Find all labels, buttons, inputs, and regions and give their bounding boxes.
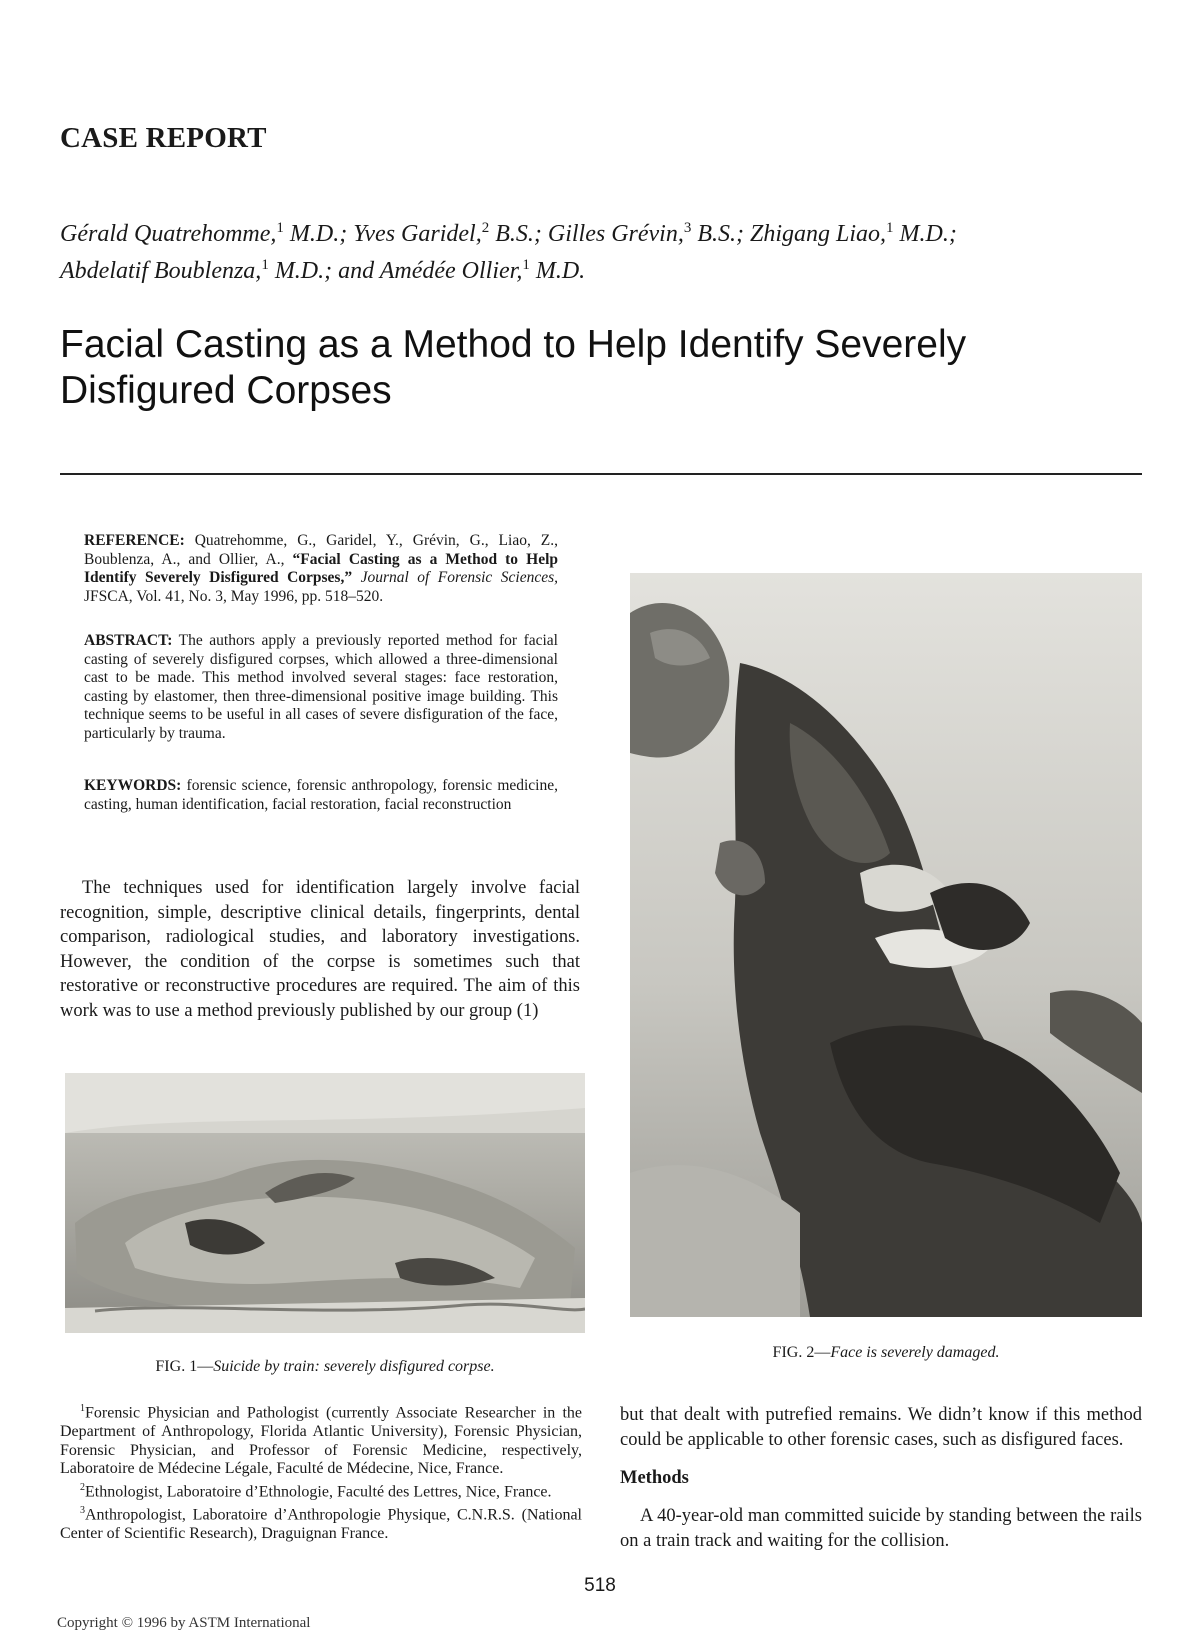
- intro-paragraph: The techniques used for identification largely involve facial recognition, simple, descriptive clinical details, fingerprints, dental comparison, radiological studies, and laboratory investigations. However, the condition of the corpse is sometimes such that restorative or reconstructive procedures are required. The aim of this work was to use a method previously published by our group (1): [60, 878, 580, 1021]
- author-affiliation-mark: 1: [522, 257, 530, 273]
- continuation-paragraph: but that dealt with putrefied remains. We didn’t know if this method could be applicable to other forensic cases, such as disfigured faces.: [620, 1405, 1142, 1450]
- footnote-text: Forensic Physician and Pathologist (currently Associate Researcher in the Department of Anthropology, Florida Atlantic University), Forensic Physician, Forensic Physician, and Professor of Forensic Medicine, respectively, Laboratoire de Médecine Légale, Faculté de Médecine, Nice, France.: [60, 1404, 582, 1478]
- footnote-2: [60, 1479, 582, 1502]
- author-name: Gilles Grévin,: [547, 221, 684, 247]
- keywords-label: KEYWORDS:: [84, 777, 182, 794]
- section-label: CASE REPORT: [60, 122, 267, 154]
- author-degree: B.S.;: [691, 221, 750, 247]
- figure-1-photo: [65, 1073, 585, 1333]
- keywords-block: [84, 777, 558, 814]
- author-name: and Amédée Ollier,: [338, 258, 523, 284]
- figure-2-illustration: [630, 573, 1142, 1317]
- footnote-mark: 3: [80, 1504, 85, 1516]
- footnote-mark: 2: [80, 1481, 85, 1493]
- author-degree: B.S.;: [489, 221, 548, 247]
- copyright-notice: Copyright © 1996 by ASTM International: [57, 1615, 311, 1631]
- author-degree: M.D.;: [283, 221, 354, 247]
- author-name: Zhigang Liao,: [750, 221, 887, 247]
- author-affiliation-mark: 2: [481, 220, 490, 236]
- author-list: [60, 213, 1140, 287]
- footnote-text: Anthropologist, Laboratoire d’Anthropologie Physique, C.N.R.S. (National Center of Scientific Research), Draguignan France.: [60, 1505, 582, 1542]
- page-number: 518: [584, 1575, 616, 1596]
- reference-details: JFSCA, Vol. 41, No. 3, May 1996, pp. 518–520.: [84, 587, 384, 605]
- author-affiliation-mark: 3: [683, 220, 692, 236]
- footnote-1: [60, 1400, 582, 1479]
- title-divider: [60, 473, 1142, 475]
- figure-1-label: FIG. 1—: [155, 1358, 214, 1375]
- abstract-text: The authors apply a previously reported method for facial casting of severely disfigured corpses, which allowed a three-dimensional cast to be made. This method involved several stages: face restoration, casting by elastomer, then three-dimensional positive image building. This technique seems to be useful in all cases of severe disfiguration of the face, particularly by trauma.: [84, 632, 558, 742]
- figure-2-caption-text: Face is severely damaged.: [830, 1344, 1000, 1361]
- footnote-text: Ethnologist, Laboratoire d’Ethnologie, Faculté des Lettres, Nice, France.: [85, 1483, 552, 1501]
- reference-authors: Quatrehomme, G., Garidel, Y., Grévin, G., Liao, Z., Boublenza, A., and Ollier, A.,: [84, 532, 558, 568]
- footnote-3: [60, 1502, 582, 1544]
- figure-1-caption-text: Suicide by train: severely disfigured corpse.: [213, 1358, 495, 1375]
- methods-heading: Methods: [620, 1468, 689, 1488]
- figure-1-caption: [65, 1358, 585, 1376]
- methods-paragraph: A 40-year-old man committed suicide by standing between the rails on a train track and waiting for the collision.: [620, 1506, 1142, 1551]
- author-degree: M.D.: [529, 258, 586, 284]
- footnotes: [60, 1400, 582, 1543]
- author-name: Gérald Quatrehomme,: [60, 221, 277, 247]
- author-name: Abdelatif Boublenza,: [60, 258, 262, 284]
- abstract-label: ABSTRACT:: [84, 632, 173, 649]
- footnote-mark: 1: [80, 1403, 85, 1414]
- figure-2-label: FIG. 2—: [772, 1344, 831, 1361]
- author-affiliation-mark: 1: [261, 257, 269, 273]
- keywords-text: forensic science, forensic anthropology, forensic medicine, casting, human identification, facial restoration, facial reconstruction: [84, 777, 558, 813]
- reference-article-title: “Facial Casting as a Method to Help Identify Severely Disfigured Corpses,”: [84, 550, 559, 586]
- reference-block: [84, 532, 558, 606]
- abstract-block: [84, 632, 558, 743]
- author-degree: M.D.;: [893, 221, 957, 247]
- article-title: Facial Casting as a Method to Help Identify Severely Disfigured Corpses: [60, 323, 967, 412]
- author-degree: M.D.;: [268, 258, 339, 284]
- reference-journal: Journal of Forensic Sciences,: [352, 569, 558, 586]
- figure-1-illustration: [65, 1073, 585, 1333]
- author-affiliation-mark: 1: [276, 220, 284, 236]
- author-name: Yves Garidel,: [353, 221, 482, 247]
- figure-2-photo: [630, 573, 1142, 1317]
- figure-2-caption: [630, 1344, 1142, 1362]
- author-affiliation-mark: 1: [886, 220, 894, 236]
- reference-label: REFERENCE:: [84, 532, 185, 549]
